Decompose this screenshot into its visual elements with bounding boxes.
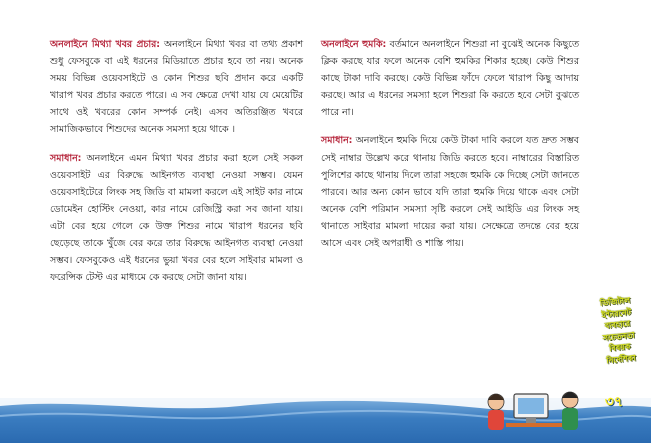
fake-news-solution-paragraph <box>50 150 303 287</box>
fake-news-heading: অনলাইনে মিথ্যা খবর প্রচার: <box>50 39 161 50</box>
left-column <box>50 36 303 297</box>
children-at-computer-illustration <box>478 376 588 443</box>
fake-news-body: অনলাইনে মিথ্যা খবর বা তথ্য প্রকাশ শুধু ফেসবুকে বা এই ধরনের মিডিয়াতে প্রচার হবে তা নয়। অনেক সময় বিভিন্ন ওয়েবসাইটে ও কোন শিশুর ছবি প্রদান করে একটি খারাপ খবর প্রচার করতে পারে। এ সব ক্ষেত্রে দেখা যায় যে মেয়েটির সাথে ওই খবরের কোন সম্পর্ক নেই। এসব অতিরঞ্জিত খবরে সামাজিকভাবে শিশুদের অনেক সমস্যা হয়ে থাকে । <box>50 39 303 136</box>
side-tab-title: ডিজিটাল ইন্টারনেট ব্যবহারে সচেতনতা বিষয়ক নির্দেশিকা <box>599 295 637 365</box>
fake-news-solution-heading: সমাধান: <box>50 152 82 164</box>
online-threat-solution-heading: সমাধান: <box>321 135 353 147</box>
fake-news-paragraph <box>50 36 303 139</box>
online-threat-body: বর্তমানে অনলাইনে শিশুরা না বুঝেই অনেক কিছুতে ক্লিক করছে যার ফলে অনেক বেশি হুমকির শিকার হচ্ছে। কেউ শিশুর কাছে টাকা দাবি করছে। কেউ বিভিন্ন ফাঁদে ফেলে খারাপ কিছু আদায় করছে। আর এ ধরনের সমস্যা হলে শিশুরা কি করতে হবে সেটা বুঝতে পারে না। <box>321 39 579 119</box>
online-threat-paragraph <box>321 36 579 121</box>
right-column <box>321 36 579 263</box>
online-threat-solution-body: অনলাইনে হুমকি দিয়ে কেউ টাকা দাবি করলে যত দ্রুত সম্ভব সেই নাম্বার উল্লেখ করে থানায় জিডি করতে হবে। নাম্বারের বিস্তারিত পুলিশের কাছে থানায় দিলে তারা সহজে হুমকি কে দিচ্ছে সেটা জানতে পারবে। আর অন্য কোন ভাবে যদি তারা হুমকি দিয়ে থাকে এবং সেটা অনেক বেশি পরিমান সমস্যা সৃষ্টি করলে সেই আইডি এর লিংক সহ থানাতে সাইবার মামলা দায়ের করা যায়। সেক্ষেত্রে তদন্তে বের হয়ে আসে এবং সেই অপরাধী ও শাস্তি পায়। <box>321 135 579 250</box>
online-threat-solution-paragraph <box>321 132 579 252</box>
online-threat-heading: অনলাইনে হুমকি: <box>321 39 387 50</box>
page-number: ৩৭ <box>604 394 624 410</box>
fake-news-solution-body: অনলাইনে এমন মিথ্যা খবর প্রচার করা হলে সেই সকল ওয়েবসাইট এর বিরুদ্ধে আইনগত ব্যবস্থা নেওয়া সম্ভব। যেমন ওয়েবসাইটেরে লিংক সহ জিডি বা মামলা করলে এই সাইট কার নামে ডোমেইন হোস্টিং নেওয়া, কার নামে রেজিস্ট্রি করা সব জানা যায়। এটা বের হয়ে গেলে কে উক্ত শিশুর নামে খারাপ ধরনের ছবি ছেড়েছে তাকে খুঁজে বের করে তার বিরুদ্ধে আইনগত ব্যবস্থা নেওয়া সম্ভব। ফেসবুকেও এই ধরনের ভুয়া খবর বের হলে সাইবার মামলা ও ফরেন্সিক টেস্ট এর মাধ্যমে কে করছে সেটা জানা যায়। <box>50 152 303 284</box>
